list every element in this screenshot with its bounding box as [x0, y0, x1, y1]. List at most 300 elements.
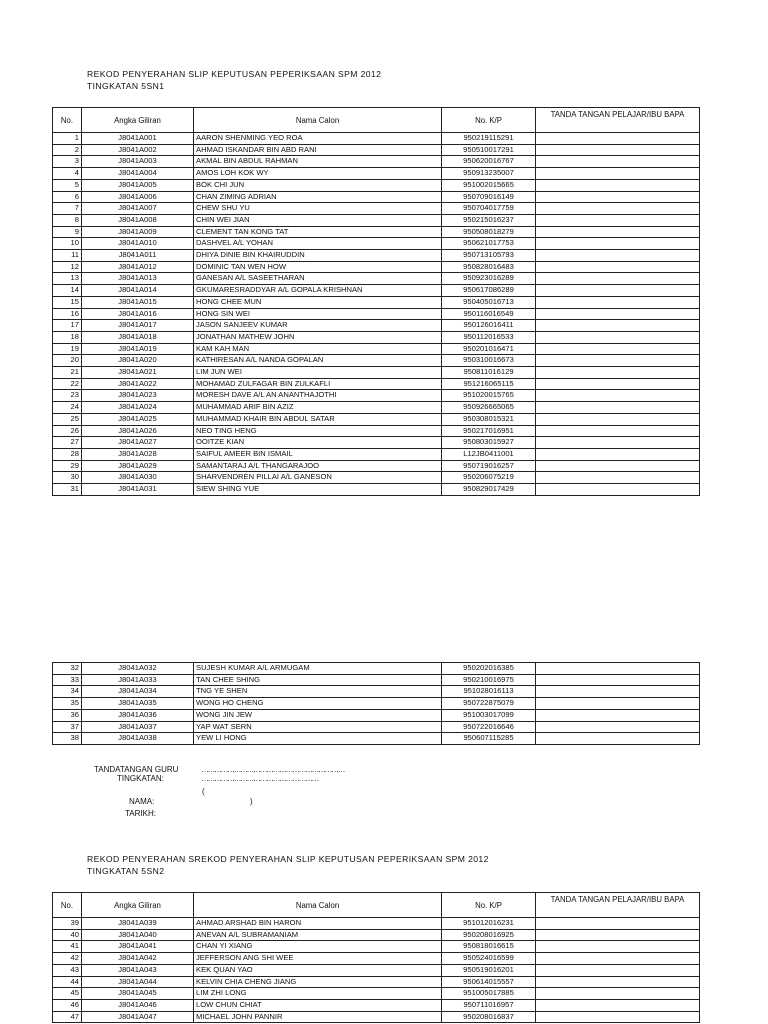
- row-no-kp: 951012016231: [442, 918, 536, 930]
- row-no: 37: [53, 721, 82, 733]
- row-no-kp: 951020015765: [442, 390, 536, 402]
- row-nama-calon: KEK QUAN YAO: [194, 964, 442, 976]
- row-angka-giliran: J8041A017: [82, 320, 194, 332]
- row-signature-cell[interactable]: [536, 999, 700, 1011]
- table-row: [53, 343, 700, 355]
- row-nama-calon: MOHAMAD ZULFAGAR BIN ZULKAFLI: [194, 378, 442, 390]
- row-signature-cell[interactable]: [536, 191, 700, 203]
- row-signature-cell[interactable]: [536, 296, 700, 308]
- table-row: [53, 191, 700, 203]
- header-no-kp: No. K/P: [442, 893, 536, 918]
- row-no: 19: [53, 343, 82, 355]
- row-no-kp: 950722016646: [442, 721, 536, 733]
- row-signature-cell[interactable]: [536, 214, 700, 226]
- row-signature-cell[interactable]: [536, 402, 700, 414]
- row-nama-calon: CHAN YI XIANG: [194, 941, 442, 953]
- row-signature-cell[interactable]: [536, 320, 700, 332]
- table-header-row: [53, 893, 700, 918]
- row-angka-giliran: J8041A019: [82, 343, 194, 355]
- table-row: [53, 964, 700, 976]
- row-no-kp: 950923016289: [442, 273, 536, 285]
- row-no-kp: 950709016149: [442, 191, 536, 203]
- table-row: [53, 156, 700, 168]
- row-angka-giliran: J8041A027: [82, 437, 194, 449]
- row-no-kp: 950116016549: [442, 308, 536, 320]
- table-row: [53, 698, 700, 710]
- row-signature-cell[interactable]: [536, 343, 700, 355]
- row-nama-calon: NEO TING HENG: [194, 425, 442, 437]
- table-row: [53, 953, 700, 965]
- row-nama-calon: SUJESH KUMAR A/L ARMUGAM: [194, 663, 442, 675]
- row-signature-cell[interactable]: [536, 976, 700, 988]
- row-no-kp: 950913235007: [442, 168, 536, 180]
- row-signature-cell[interactable]: [536, 203, 700, 215]
- section1-class: TINGKATAN 5SN1: [87, 81, 165, 91]
- row-no: 12: [53, 261, 82, 273]
- record-table-3: [52, 892, 700, 1023]
- row-no-kp: 951216065115: [442, 378, 536, 390]
- table-row: [53, 425, 700, 437]
- row-nama-calon: SIEW SHING YUE: [194, 484, 442, 496]
- table-row: [53, 721, 700, 733]
- row-no-kp: 950828016483: [442, 261, 536, 273]
- tingkatan-label: TINGKATAN:: [117, 774, 164, 783]
- row-no: 31: [53, 484, 82, 496]
- row-nama-calon: CLEMENT TAN KONG TAT: [194, 226, 442, 238]
- row-signature-cell[interactable]: [536, 179, 700, 191]
- nama-label: NAMA:: [129, 797, 155, 806]
- row-no-kp: 950215016237: [442, 214, 536, 226]
- row-signature-cell[interactable]: [536, 721, 700, 733]
- table-row: [53, 674, 700, 686]
- row-signature-cell[interactable]: [536, 273, 700, 285]
- table-row: [53, 402, 700, 414]
- row-no-kp: 950219115291: [442, 133, 536, 145]
- row-nama-calon: TNG YE SHEN: [194, 686, 442, 698]
- row-no: 28: [53, 448, 82, 460]
- table-row: [53, 390, 700, 402]
- row-no-kp: 950112016533: [442, 331, 536, 343]
- table-row: [53, 448, 700, 460]
- row-nama-calon: WONG HO CHENG: [194, 698, 442, 710]
- row-no: 20: [53, 355, 82, 367]
- row-signature-cell[interactable]: [536, 285, 700, 297]
- row-nama-calon: GKUMARESRADDYAR A/L GOPALA KRISHNAN: [194, 285, 442, 297]
- row-angka-giliran: J8041A034: [82, 686, 194, 698]
- row-no-kp: 950818016615: [442, 941, 536, 953]
- table-row: [53, 709, 700, 721]
- row-no-kp: 951005017885: [442, 988, 536, 1000]
- row-angka-giliran: J8041A045: [82, 988, 194, 1000]
- row-nama-calon: LIM JUN WEI: [194, 367, 442, 379]
- table-row: [53, 203, 700, 215]
- row-no-kp: 950208016925: [442, 929, 536, 941]
- row-signature-cell[interactable]: [536, 964, 700, 976]
- table-row: [53, 686, 700, 698]
- row-angka-giliran: J8041A018: [82, 331, 194, 343]
- table-row: [53, 285, 700, 297]
- row-no-kp: 950829017429: [442, 484, 536, 496]
- row-no: 33: [53, 674, 82, 686]
- row-no-kp: 950617086289: [442, 285, 536, 297]
- table-row: [53, 472, 700, 484]
- row-nama-calon: SHARVENDREN PILLAI A/L GANESON: [194, 472, 442, 484]
- row-angka-giliran: J8041A009: [82, 226, 194, 238]
- row-signature-cell[interactable]: [536, 1011, 700, 1023]
- row-nama-calon: AHMAD ISKANDAR BIN ABD RANI: [194, 144, 442, 156]
- row-signature-cell[interactable]: [536, 460, 700, 472]
- row-no-kp: 950614015557: [442, 976, 536, 988]
- row-no-kp: 950524016599: [442, 953, 536, 965]
- row-no: 39: [53, 918, 82, 930]
- table-row: [53, 144, 700, 156]
- row-angka-giliran: J8041A033: [82, 674, 194, 686]
- row-no: 5: [53, 179, 82, 191]
- row-signature-cell[interactable]: [536, 709, 700, 721]
- row-angka-giliran: J8041A032: [82, 663, 194, 675]
- row-nama-calon: KELVIN CHIA CHENG JIANG: [194, 976, 442, 988]
- row-no-kp: 950620016767: [442, 156, 536, 168]
- row-no-kp: 950510017291: [442, 144, 536, 156]
- row-signature-cell[interactable]: [536, 378, 700, 390]
- row-no: 27: [53, 437, 82, 449]
- row-nama-calon: DOMINIC TAN WEN HOW: [194, 261, 442, 273]
- row-signature-cell[interactable]: [536, 367, 700, 379]
- row-signature-cell[interactable]: [536, 425, 700, 437]
- table-row: [53, 226, 700, 238]
- row-nama-calon: MORESH DAVE A/L AN ANANTHAJOTHI: [194, 390, 442, 402]
- row-angka-giliran: J8041A003: [82, 156, 194, 168]
- row-angka-giliran: J8041A039: [82, 918, 194, 930]
- row-angka-giliran: J8041A023: [82, 390, 194, 402]
- row-angka-giliran: J8041A013: [82, 273, 194, 285]
- row-nama-calon: AKMAL BIN ABDUL RAHMAN: [194, 156, 442, 168]
- row-nama-calon: JEFFERSON ANG SHI WEE: [194, 953, 442, 965]
- row-nama-calon: CHAN ZIMING ADRIAN: [194, 191, 442, 203]
- row-nama-calon: HONG SIN WEI: [194, 308, 442, 320]
- row-no: 17: [53, 320, 82, 332]
- row-angka-giliran: J8041A011: [82, 250, 194, 262]
- table-row: [53, 976, 700, 988]
- row-no: 21: [53, 367, 82, 379]
- row-no-kp: 950508018279: [442, 226, 536, 238]
- row-angka-giliran: J8041A024: [82, 402, 194, 414]
- row-no: 44: [53, 976, 82, 988]
- row-no: 4: [53, 168, 82, 180]
- row-no: 25: [53, 413, 82, 425]
- row-no: 34: [53, 686, 82, 698]
- row-no-kp: 950208016837: [442, 1011, 536, 1023]
- row-no: 16: [53, 308, 82, 320]
- row-no: 23: [53, 390, 82, 402]
- section2-class: TINGKATAN 5SN2: [87, 866, 165, 876]
- row-nama-calon: GANESAN A/L SASEETHARAN: [194, 273, 442, 285]
- row-no: 36: [53, 709, 82, 721]
- row-no: 8: [53, 214, 82, 226]
- row-angka-giliran: J8041A028: [82, 448, 194, 460]
- row-no: 10: [53, 238, 82, 250]
- tandatangan-dots: …………………………………………………………: [201, 765, 344, 774]
- row-signature-cell[interactable]: [536, 156, 700, 168]
- table-body: [53, 663, 700, 745]
- row-signature-cell[interactable]: [536, 133, 700, 145]
- row-angka-giliran: J8041A026: [82, 425, 194, 437]
- row-no: 3: [53, 156, 82, 168]
- table-row: [53, 261, 700, 273]
- record-table-1: [52, 107, 700, 496]
- row-nama-calon: OOITZE KIAN: [194, 437, 442, 449]
- table-row: [53, 378, 700, 390]
- header-no-kp: No. K/P: [442, 108, 536, 133]
- row-angka-giliran: J8041A031: [82, 484, 194, 496]
- row-signature-cell[interactable]: [536, 953, 700, 965]
- row-nama-calon: CHEW SHU YU: [194, 203, 442, 215]
- table-row: [53, 999, 700, 1011]
- row-angka-giliran: J8041A046: [82, 999, 194, 1011]
- row-signature-cell[interactable]: [536, 261, 700, 273]
- row-no: 32: [53, 663, 82, 675]
- row-no-kp: 950201016471: [442, 343, 536, 355]
- table-row: [53, 663, 700, 675]
- row-no: 46: [53, 999, 82, 1011]
- row-signature-cell[interactable]: [536, 929, 700, 941]
- table-row: [53, 308, 700, 320]
- row-signature-cell[interactable]: [536, 733, 700, 745]
- row-no: 9: [53, 226, 82, 238]
- row-angka-giliran: J8041A025: [82, 413, 194, 425]
- row-no: 11: [53, 250, 82, 262]
- table-row: [53, 331, 700, 343]
- header-tanda-tangan: TANDA TANGAN PELAJAR/IBU BAPA: [536, 108, 700, 133]
- header-nama-calon: Nama Calon: [194, 108, 442, 133]
- row-no-kp: 950711016957: [442, 999, 536, 1011]
- row-angka-giliran: J8041A042: [82, 953, 194, 965]
- row-angka-giliran: J8041A005: [82, 179, 194, 191]
- row-nama-calon: AHMAD ARSHAD BIN HARON: [194, 918, 442, 930]
- row-angka-giliran: J8041A001: [82, 133, 194, 145]
- row-no: 1: [53, 133, 82, 145]
- table-header-row: [53, 108, 700, 133]
- table-row: [53, 214, 700, 226]
- row-angka-giliran: J8041A044: [82, 976, 194, 988]
- row-nama-calon: YEW LI HONG: [194, 733, 442, 745]
- row-nama-calon: TAN CHEE SHING: [194, 674, 442, 686]
- row-nama-calon: SAMANTARAJ A/L THANGARAJOO: [194, 460, 442, 472]
- row-angka-giliran: J8041A041: [82, 941, 194, 953]
- row-no-kp: 950803015927: [442, 437, 536, 449]
- row-angka-giliran: J8041A022: [82, 378, 194, 390]
- tingkatan-dots: ………………………………………………: [201, 774, 318, 783]
- table-row: [53, 179, 700, 191]
- row-signature-cell[interactable]: [536, 355, 700, 367]
- row-no-kp: 950713105793: [442, 250, 536, 262]
- row-no-kp: 951003017099: [442, 709, 536, 721]
- row-no: 47: [53, 1011, 82, 1023]
- row-no: 24: [53, 402, 82, 414]
- row-no: 38: [53, 733, 82, 745]
- row-no-kp: 951002015665: [442, 179, 536, 191]
- table-row: [53, 133, 700, 145]
- row-signature-cell[interactable]: [536, 941, 700, 953]
- row-nama-calon: LIM ZHI LONG: [194, 988, 442, 1000]
- row-nama-calon: ANEVAN A/L SUBRAMANIAM: [194, 929, 442, 941]
- header-nama-calon: Nama Calon: [194, 893, 442, 918]
- row-angka-giliran: J8041A006: [82, 191, 194, 203]
- row-angka-giliran: J8041A012: [82, 261, 194, 273]
- row-no-kp: 950722875079: [442, 698, 536, 710]
- row-no: 43: [53, 964, 82, 976]
- row-no: 2: [53, 144, 82, 156]
- row-nama-calon: DASHVEL A/L YOHAN: [194, 238, 442, 250]
- row-nama-calon: CHIN WEI JIAN: [194, 214, 442, 226]
- header-no: No.: [53, 108, 82, 133]
- table-row: [53, 1011, 700, 1023]
- row-no-kp: 950310016673: [442, 355, 536, 367]
- row-no-kp: 950405016713: [442, 296, 536, 308]
- row-nama-calon: MUHAMMAD KHAIR BIN ABDUL SATAR: [194, 413, 442, 425]
- row-no: 29: [53, 460, 82, 472]
- row-no-kp: 950206075219: [442, 472, 536, 484]
- row-no-kp: 950607115285: [442, 733, 536, 745]
- table-body: [53, 918, 700, 1023]
- table-row: [53, 413, 700, 425]
- row-angka-giliran: J8041A030: [82, 472, 194, 484]
- row-angka-giliran: J8041A037: [82, 721, 194, 733]
- row-no: 45: [53, 988, 82, 1000]
- row-signature-cell[interactable]: [536, 484, 700, 496]
- row-no: 18: [53, 331, 82, 343]
- row-no: 30: [53, 472, 82, 484]
- row-angka-giliran: J8041A016: [82, 308, 194, 320]
- row-signature-cell[interactable]: [536, 674, 700, 686]
- table-row: [53, 733, 700, 745]
- row-angka-giliran: J8041A038: [82, 733, 194, 745]
- row-nama-calon: KATHIRESAN A/L NANDA GOPALAN: [194, 355, 442, 367]
- row-nama-calon: BOK CHI JUN: [194, 179, 442, 191]
- header-angka-giliran: Angka Giliran: [82, 108, 194, 133]
- table-row: [53, 988, 700, 1000]
- table-row: [53, 929, 700, 941]
- row-no-kp: 950210016975: [442, 674, 536, 686]
- row-signature-cell[interactable]: [536, 698, 700, 710]
- row-no: 42: [53, 953, 82, 965]
- row-nama-calon: HONG CHEE MUN: [194, 296, 442, 308]
- header-tanda-tangan: TANDA TANGAN PELAJAR/IBU BAPA: [536, 893, 700, 918]
- row-no-kp: 950308015321: [442, 413, 536, 425]
- row-no-kp: 951028016113: [442, 686, 536, 698]
- table-row: [53, 941, 700, 953]
- table-row: [53, 460, 700, 472]
- table-row: [53, 918, 700, 930]
- row-no: 22: [53, 378, 82, 390]
- row-signature-cell[interactable]: [536, 390, 700, 402]
- row-angka-giliran: J8041A015: [82, 296, 194, 308]
- row-angka-giliran: J8041A029: [82, 460, 194, 472]
- row-angka-giliran: J8041A043: [82, 964, 194, 976]
- row-angka-giliran: J8041A007: [82, 203, 194, 215]
- table-row: [53, 273, 700, 285]
- row-no-kp: 950202016385: [442, 663, 536, 675]
- row-angka-giliran: J8041A010: [82, 238, 194, 250]
- section1-title: REKOD PENYERAHAN SLIP KEPUTUSAN PEPERIKSAAN SPM 2012: [87, 69, 382, 79]
- row-nama-calon: LOW CHUN CHIAT: [194, 999, 442, 1011]
- row-angka-giliran: J8041A004: [82, 168, 194, 180]
- row-nama-calon: SAIFUL AMEER BIN ISMAIL: [194, 448, 442, 460]
- row-nama-calon: WONG JIN JEW: [194, 709, 442, 721]
- row-signature-cell[interactable]: [536, 250, 700, 262]
- row-signature-cell[interactable]: [536, 686, 700, 698]
- row-nama-calon: AMOS LOH KOK WY: [194, 168, 442, 180]
- row-signature-cell[interactable]: [536, 144, 700, 156]
- row-no: 14: [53, 285, 82, 297]
- table-row: [53, 250, 700, 262]
- row-no: 6: [53, 191, 82, 203]
- row-nama-calon: YAP WAT SERN: [194, 721, 442, 733]
- row-angka-giliran: J8041A036: [82, 709, 194, 721]
- row-signature-cell[interactable]: [536, 168, 700, 180]
- tandatangan-guru-label: TANDATANGAN GURU: [94, 765, 179, 774]
- row-angka-giliran: J8041A021: [82, 367, 194, 379]
- row-signature-cell[interactable]: [536, 918, 700, 930]
- row-no-kp: 950719016257: [442, 460, 536, 472]
- row-no-kp: L12JB0411001: [442, 448, 536, 460]
- row-signature-cell[interactable]: [536, 331, 700, 343]
- row-nama-calon: DHIYA DINIE BIN KHAIRUDDIN: [194, 250, 442, 262]
- table-row: [53, 437, 700, 449]
- table-body: [53, 133, 700, 496]
- row-nama-calon: MICHAEL JOHN PANNIR: [194, 1011, 442, 1023]
- section2-title: REKOD PENYERAHAN SREKOD PENYERAHAN SLIP KEPUTUSAN PEPERIKSAAN SPM 2012: [87, 854, 489, 864]
- row-no-kp: 950217016951: [442, 425, 536, 437]
- row-signature-cell[interactable]: [536, 413, 700, 425]
- table-row: [53, 238, 700, 250]
- table-row: [53, 320, 700, 332]
- row-no-kp: 950811016129: [442, 367, 536, 379]
- record-table-2: [52, 662, 700, 745]
- row-no-kp: 950621017753: [442, 238, 536, 250]
- row-signature-cell[interactable]: [536, 308, 700, 320]
- row-nama-calon: AARON SHENMING YEO ROA: [194, 133, 442, 145]
- row-signature-cell[interactable]: [536, 437, 700, 449]
- row-nama-calon: KAM KAH MAN: [194, 343, 442, 355]
- row-signature-cell[interactable]: [536, 472, 700, 484]
- header-no: No.: [53, 893, 82, 918]
- row-no-kp: 950926665065: [442, 402, 536, 414]
- row-signature-cell[interactable]: [536, 226, 700, 238]
- row-angka-giliran: J8041A035: [82, 698, 194, 710]
- row-no-kp: 950126016411: [442, 320, 536, 332]
- row-signature-cell[interactable]: [536, 663, 700, 675]
- row-signature-cell[interactable]: [536, 988, 700, 1000]
- row-no: 40: [53, 929, 82, 941]
- nama-paren-close: ): [250, 797, 253, 806]
- row-signature-cell[interactable]: [536, 238, 700, 250]
- row-angka-giliran: J8041A014: [82, 285, 194, 297]
- tarikh-label: TARIKH:: [125, 809, 156, 818]
- row-angka-giliran: J8041A047: [82, 1011, 194, 1023]
- table-row: [53, 296, 700, 308]
- row-no: 26: [53, 425, 82, 437]
- row-signature-cell[interactable]: [536, 448, 700, 460]
- table-row: [53, 355, 700, 367]
- table-row: [53, 484, 700, 496]
- row-nama-calon: JONATHAN MATHEW JOHN: [194, 331, 442, 343]
- row-no: 15: [53, 296, 82, 308]
- row-no-kp: 950704017759: [442, 203, 536, 215]
- row-angka-giliran: J8041A020: [82, 355, 194, 367]
- row-no: 41: [53, 941, 82, 953]
- row-nama-calon: MUHAMMAD ARIF BIN AZIZ: [194, 402, 442, 414]
